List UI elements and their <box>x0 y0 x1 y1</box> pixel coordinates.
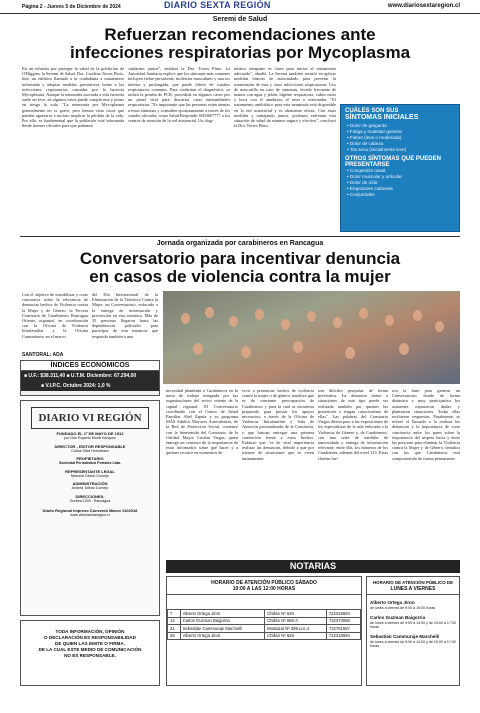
list-item: • Dolor de oído <box>347 180 459 186</box>
indices-line2: ■ V.I.P.C. Octubre 2024: 1,0 % <box>21 381 159 391</box>
legal-label: REPRESENTANTE LEGAL <box>65 468 115 474</box>
owner: Sociedad Periodística Portales Ltda. <box>58 461 122 466</box>
weekday-line4: de lunes a viernes de 9:00 a 14:00 y de 15:00 a 17:00 horas <box>370 621 456 629</box>
weekday-line6: de lunes a viernes de 9:00 a 14:00 y de 15:00 a 17:00 horas <box>370 640 456 648</box>
offices-label: DIRECCIONES: <box>75 493 105 499</box>
section-divider <box>20 236 460 237</box>
article1-col2: cuidarnos juntos", enfatizó la Dra. Torres Pinto. La Autoridad Sanitaria explicó que los síntomas más comunes incluyen fiebre persistente, molestias musculares y una tos intensa y prolongada, que puede diferir de cuadros respiratorios comunes. Para confirmar el diagnóstico, se utiliza la prueba de PCR, procedida en algunos casos por un panel viral para descartar otras enfermedades respiratorias. "Es importante que las personas estén atentas a estos síntomas y consulten oportunamente a través de los canales oficiales, como Salud Responde: 6003607777 o los centros de atención de la red asistencial. Un diag- <box>128 66 230 124</box>
list-item: • Congestión nasal <box>347 168 459 174</box>
admin: Andrea Toledo Cornejo <box>71 486 109 491</box>
table-row: 28 Alberto Ortega Jiron Chillán Nº 626 722318694 <box>168 632 361 640</box>
list-item: • Fiebre (leve o moderada) <box>347 135 459 141</box>
director: Carlos Silva Hernández <box>71 448 109 453</box>
disclaimer-line3: DE QUIEN LAS EMITE O FIRMA. <box>55 641 125 646</box>
admin-label: ADMINISTRACIÓN <box>72 481 108 487</box>
other-symptoms-list <box>347 168 459 198</box>
article1-col1: En un esfuerzo por proteger la salud de la población de O'Higgins, la Seremi de Salud, Dra. Carolina Torres Pinto, hizo un enfático llamado a la ciudadanía a mantenerse informada y adoptar medidas preventivas frente a las infecciones respiratorias causadas por la bacteria Mycoplasma. Aunque la neumonía asociada a esta bacteria suele ser leve, en algunos casos puede complicarse y poner en riesgo la vida. "La neumonía por Mycoplasma generalmente no es grave, pero hemos visto casos que pueden agravarse e incluso implicar la pérdida de la vida. Por ello, es fundamental que la población esté informada desde fuentes oficiales para que podamos <box>22 66 124 129</box>
weekday-line1: Alberto Ortega Jiron <box>370 600 415 605</box>
indices-title: ÍNDICES ECONÓMICOS <box>21 361 159 371</box>
weekday-sub: LUNES A VIERNES <box>367 586 459 595</box>
notarias-title: NOTARIAS <box>166 560 460 573</box>
infobox-title3: OTROS SÍNTOMAS QUE PUEDEN PRESENTARSE <box>345 156 441 168</box>
weekday-line5: Sebastián Cammuraje Marchelli <box>370 634 440 639</box>
notarias-weekdays <box>366 576 460 686</box>
disclaimer-box <box>20 620 160 686</box>
printed-note: Diario Regional impreso Convenio Marco 1102018 <box>42 507 138 513</box>
article2-body2: vivir o presenciar hechos de violencia contra la mujer o de género, temática que es de constante preocupación de Carabineros y para la cual se encuentra preparado para prestar los apoyos necesarios, a través de la Oficina de Violencia Intrafamiliar y Sala de Atención personalizada de la Comisaría, y que buscan entregar una primera contención frente a estos hechos. Enfatizó que "es de vital importancia realizar las denuncias, debido a que por tratarse de situaciones que se viven íntimamente <box>242 388 314 461</box>
founder: por Don Ruperto Montt Vázquez <box>64 436 116 440</box>
article1-headline-1: Refuerzan recomendaciones ante <box>104 25 376 44</box>
legal-rep: Marcela Toledo Cornejo <box>71 473 109 478</box>
article2-headline-1: Conversatorio para incentivar denuncia <box>79 249 401 268</box>
indices-line1: ■ U.F.: $38.311,40 ■ U.T.M. Diciembre: 67.294,00 <box>21 371 159 381</box>
article1-kicker: Seremi de Salud <box>212 16 268 23</box>
infobox-title1: CUÁLES SON SUS <box>345 108 399 114</box>
masthead <box>20 400 160 616</box>
article2-col1: Con el objetivo de sensibilizar y crear conciencia sobre la relevancia de denunciar hechos de Violencia contra la Mujer y de Género, la Tercera Comisaría de Carabineros Rancagua Oriente, organizó, en coordinación con la Oficina de Violencia Intrafamiliar y la Oficina Comunitaria, en el marco <box>22 292 88 339</box>
director-label: DIRECTOR - EDITOR RESPONSABLE <box>54 443 126 449</box>
saturday-table <box>167 609 361 640</box>
table-row: 7 Alberto Ortega Jiron Chillán Nº 626 722318694 <box>168 610 361 618</box>
page-date: Página 2 - Jueves 5 de Diciembre de 2024 <box>22 4 121 10</box>
article1-headline-2: infecciones respiratorias por Mycoplasma <box>69 43 411 62</box>
santoral: SANTORAL: ADA <box>22 352 64 358</box>
newspaper-name: DIARIO SEXTA REGIÓN <box>164 0 271 10</box>
infobox-title2: SÍNTOMAS INICIALES <box>345 114 419 121</box>
disclaimer-line1: TODA INFORMACIÓN, OPINIÓN <box>55 629 125 634</box>
article1-col3: nóstico temprano es clave para iniciar el tratamiento adecuado", añadió. La Seremi también insistió en aplicar medidas básicas de autocuidado para prevenir la transmisión de esta y otras infecciones respiratorias: Uso de mascarilla en caso de síntomas, lavado frecuente de manos con agua y jabón, higiene respiratoria, cubrir nariz y boca con el antebrazo al toser o estornudar. "El tratamiento antibiótico para esta neumonía está disponible en la red asistencial y es altamente eficaz. Con estas medidas y trabajando juntos, podemos enfrentar esta situación de salud de manera segura y efectiva", concluyó la Dra. Torres Pinto. <box>234 66 336 129</box>
weekday-line2: de lunes a viernes de 9:00 a 19:00 horas <box>370 606 436 610</box>
list-item: • Erupciones cutáneas <box>347 186 459 192</box>
weekday-line3: Carlos Guzman Baigorria <box>370 615 426 620</box>
symptoms-infobox <box>340 104 460 232</box>
disclaimer-line2: O DECLARACIÓN ES RESPONSABILIDAD <box>44 635 136 640</box>
website-link[interactable]: www.diariosextaregion.cl <box>387 3 460 9</box>
disclaimer-line4: DE LA CUAL ESTE MEDIO DE COMUNICACIÓN <box>38 647 142 652</box>
saturday-hours: 10:00 A LAS 12:00 HORAS <box>167 586 361 595</box>
list-item: • Tos seca (inicialmente leve) <box>347 147 459 153</box>
article2-body3: son difíciles pesquisar de forma preventiva. La denuncia frente a situaciones de este tipo puede ser realizada también por quienes las presencien o tengan conocimiento de ellas". Las palabras del Comisario Vargas dieron paso a las exposiciones de los especialistas de la sala enfocada a la Violencia de Género y, de Carabineros, con una serie de medidas de autocuidado y entrega de información relevante, entre ella, los números de los Cuadrantes, además del nivel 133. Estas charlas fue- <box>318 388 388 461</box>
list-item: • Fatiga y malestar general <box>347 129 459 135</box>
disclaimer-line5: NO ES RESPONSABLE. <box>64 653 116 658</box>
page-header <box>0 0 480 14</box>
offices: Gorbea 1009 · Rancagua <box>69 498 111 503</box>
economic-indices <box>20 360 160 396</box>
founded: FUNDADO EL 1º DE MAYO DE 1912 <box>56 431 124 436</box>
saturday-title: HORARIO DE ATENCIÓN PÚBLICO SÁBADO <box>211 580 317 586</box>
table-row: 14 Carlos Guzman Baigorria Chillán Nº 585-A 722373066 <box>168 617 361 625</box>
article2-body1: necesidad planteada a Carabineros en la mesa de trabajo integrada por las organizaciones del sector oriente de la capital regional. El Conversatorio coordinado con el Centro de Salud Familiar Abel Zapata y su programa MÁS Adultos Mayores Autovalentes, de la Red de Protección Social, comenzó con la bienvenida del Comisario de la Unidad, Mayor Cristian Vargas, quien entregó un contexto de la importancia de estar informados sobre qué hacer y a quiénes recurrir en momentos de <box>166 388 238 456</box>
masthead-web[interactable]: www.diariosextaregion.cl <box>70 512 110 517</box>
list-item: • Dolor de garganta <box>347 123 459 129</box>
list-item: • Dolor de cabeza <box>347 141 459 147</box>
article2-headline-2: en casos de violencia contra la mujer <box>89 267 391 286</box>
article2-body4: ron la base para generar un Conversatorio, donde de forma dinámica y muy participativa los asistentes expusieron dudas y plantearon situaciones. Todas ellas recibieron respuestas. Finalmente, se reiteró el llamado a la realizar las denuncias y la importancia de crear conciencia entre los pares sobre la importancia del respeto hacia y entre las personas para eliminar la Violencia contra la Mujer y de Género, temática con las que Carabineros está comprometido de forma permanente. <box>392 388 460 461</box>
article2-col2: del Día Internacional de la Eliminación de la Violencia Contra la Mujer, un Conversatorio, enfocado a la entrega de información y prevención en esta temática. Más de 35 personas llegaron hasta las dependencias policiales para participar de esta instancia que respondo también a una <box>92 292 158 339</box>
owner-label: PROPIETARIO <box>76 456 104 462</box>
list-item: • Conjuntivitis <box>347 192 459 198</box>
table-row: 21 Sebastián Cammuraje Marchelli Mostazal Nº 399 Loc.4 722761557 <box>168 625 361 633</box>
weekday-title: HORARIO DE ATENCIÓN PÚBLICO DE <box>372 580 453 585</box>
list-item: • Dolor muscular y articular <box>347 174 459 180</box>
notarias-saturday <box>166 576 362 686</box>
article2-kicker: Jornada organizada por carabineros en Rancagua <box>156 240 324 247</box>
newspaper-logo: DIARIO VI REGIÓN <box>31 407 149 429</box>
symptoms-list <box>347 123 459 153</box>
group-photo <box>163 291 460 384</box>
